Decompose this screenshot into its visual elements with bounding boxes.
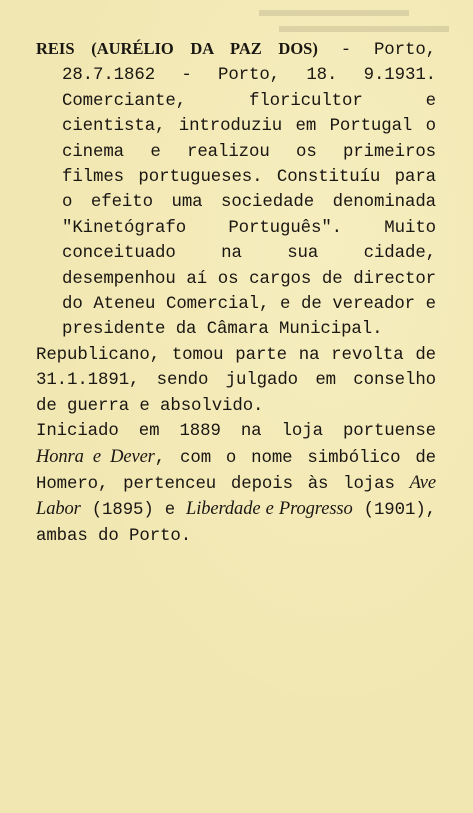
entry-republican: Republicano, tomou parte na revolta de 31.1.1891, sendo julgado em conselho de guerra e absolvido. [36, 345, 436, 416]
entry-initiation [36, 419, 436, 549]
entry-biography [36, 36, 436, 343]
dictionary-entry [36, 36, 436, 549]
lodge-name-liberdade-e-progresso: Liberdade e Progresso [186, 499, 353, 520]
lodge-name-honra-e-dever: Honra e Dever [36, 446, 155, 467]
entry-bio-text: - Porto, 28.7.1862 - Porto, 18. 9.1931. Comerciante, floricultor e cientista, introduziu em Portugal o cinema e realizou os primeiros filmes portugueses. Constituíu para o efeito uma sociedade denominada "Kinetógrafo Português". Muito conceituado na sua cidade, desempenhou aí os cargos de director do Ateneu Comercial, e de vereador e presidente da Câmara Municipal. [62, 41, 436, 340]
initiation-text-4: (1901), ambas do Porto. [36, 501, 436, 546]
initiation-text-3: (1895) e [80, 501, 186, 521]
lodge-name-ave-labor: Ave Labor [36, 472, 436, 520]
initiation-text-2: , com o nome simbólico de Homero, pertenceu depois às lojas [36, 448, 437, 494]
entry-headword: REIS (AURÉLIO DA PAZ DOS) [36, 39, 318, 58]
initiation-text-1: Iniciado em 1889 na loja portuense [36, 422, 436, 442]
